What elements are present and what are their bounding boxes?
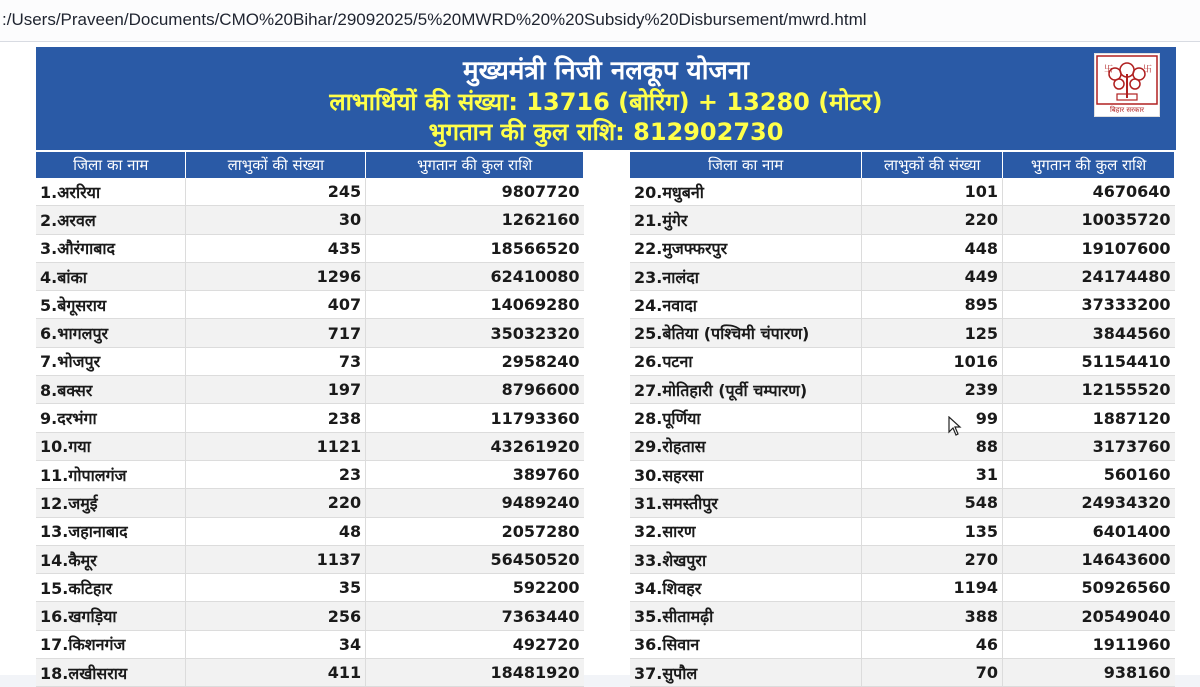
table-row xyxy=(36,404,584,432)
payment-amount-cell: 8796600 xyxy=(366,376,584,404)
payment-amount-cell: 14069280 xyxy=(366,291,584,319)
address-bar[interactable] xyxy=(0,0,1200,42)
table-row xyxy=(36,262,584,290)
col-header-beneficiaries: लाभुकों की संख्या xyxy=(862,152,1003,178)
logo-caption: बिहार सरकार xyxy=(1109,106,1145,114)
district-name-cell: 32.सारण xyxy=(630,517,862,545)
payment-amount-cell: 24934320 xyxy=(1003,489,1175,517)
col-header-beneficiaries: लाभुकों की संख्या xyxy=(186,152,366,178)
district-name-cell: 18.लखीसराय xyxy=(36,659,186,687)
beneficiary-count-cell: 220 xyxy=(186,489,366,517)
table-row xyxy=(630,347,1175,375)
col-header-district: जिला का नाम xyxy=(36,152,186,178)
table-row xyxy=(630,517,1175,545)
district-table-right xyxy=(630,152,1175,687)
beneficiary-count-cell: 1016 xyxy=(862,347,1003,375)
district-name-cell: 13.जहानाबाद xyxy=(36,517,186,545)
district-name-cell: 11.गोपालगंज xyxy=(36,460,186,488)
payment-amount-cell: 18566520 xyxy=(366,234,584,262)
district-name-cell: 4.बांका xyxy=(36,262,186,290)
beneficiary-count-cell: 197 xyxy=(186,376,366,404)
beneficiary-count-cell: 895 xyxy=(862,291,1003,319)
district-name-cell: 22.मुजफ्फरपुर xyxy=(630,234,862,262)
table-row xyxy=(630,234,1175,262)
table-row xyxy=(36,319,584,347)
beneficiary-count-cell: 70 xyxy=(862,659,1003,687)
col-header-amount: भुगतान की कुल राशि xyxy=(366,152,584,178)
beneficiary-count-cell: 407 xyxy=(186,291,366,319)
bihar-govt-emblem-icon xyxy=(1094,53,1160,117)
table-row xyxy=(630,602,1175,630)
table-row xyxy=(36,206,584,234)
payment-amount-cell: 11793360 xyxy=(366,404,584,432)
scheme-title: मुख्यमंत्री निजी नलकूप योजना xyxy=(463,56,749,86)
beneficiary-count-cell: 48 xyxy=(186,517,366,545)
district-name-cell: 15.कटिहार xyxy=(36,574,186,602)
beneficiary-count-cell: 30 xyxy=(186,206,366,234)
beneficiaries-count: लाभार्थियों की संख्या: 13716 (बोरिंग) + 13280 (मोटर) xyxy=(329,88,883,116)
beneficiary-count-cell: 448 xyxy=(862,234,1003,262)
table-row xyxy=(36,178,584,206)
col-header-amount: भुगतान की कुल राशि xyxy=(1003,152,1175,178)
payment-amount-cell: 3173760 xyxy=(1003,432,1175,460)
table-row xyxy=(36,602,584,630)
payment-amount-cell: 389760 xyxy=(366,460,584,488)
beneficiary-count-cell: 548 xyxy=(862,489,1003,517)
beneficiary-count-cell: 239 xyxy=(862,376,1003,404)
payment-amount-cell: 18481920 xyxy=(366,659,584,687)
beneficiary-count-cell: 411 xyxy=(186,659,366,687)
district-name-cell: 7.भोजपुर xyxy=(36,347,186,375)
payment-amount-cell: 37333200 xyxy=(1003,291,1175,319)
beneficiary-count-cell: 73 xyxy=(186,347,366,375)
district-name-cell: 29.रोहतास xyxy=(630,432,862,460)
table-row xyxy=(630,178,1175,206)
district-name-cell: 26.पटना xyxy=(630,347,862,375)
beneficiary-count-cell: 435 xyxy=(186,234,366,262)
payment-amount-cell: 9489240 xyxy=(366,489,584,517)
district-name-cell: 37.सुपौल xyxy=(630,659,862,687)
total-payment: भुगतान की कुल राशि: 812902730 xyxy=(428,118,784,146)
table-row xyxy=(36,517,584,545)
beneficiary-count-cell: 270 xyxy=(862,545,1003,573)
district-table-left xyxy=(36,152,584,687)
col-header-district: जिला का नाम xyxy=(630,152,862,178)
payment-amount-cell: 4670640 xyxy=(1003,178,1175,206)
beneficiary-count-cell: 717 xyxy=(186,319,366,347)
payment-amount-cell: 1262160 xyxy=(366,206,584,234)
payment-amount-cell: 938160 xyxy=(1003,659,1175,687)
payment-amount-cell: 1887120 xyxy=(1003,404,1175,432)
table-row xyxy=(36,574,584,602)
scheme-banner xyxy=(36,47,1176,150)
district-name-cell: 25.बेतिया (पश्चिमी चंपारण) xyxy=(630,319,862,347)
district-name-cell: 8.बक्सर xyxy=(36,376,186,404)
svg-text:卐: 卐 xyxy=(1143,65,1153,75)
payment-amount-cell: 24174480 xyxy=(1003,262,1175,290)
beneficiary-count-cell: 46 xyxy=(862,630,1003,658)
district-name-cell: 9.दरभंगा xyxy=(36,404,186,432)
beneficiary-count-cell: 135 xyxy=(862,517,1003,545)
payment-amount-cell: 2057280 xyxy=(366,517,584,545)
table-row xyxy=(630,659,1175,687)
payment-amount-cell: 2958240 xyxy=(366,347,584,375)
table-row xyxy=(36,460,584,488)
table-row xyxy=(630,545,1175,573)
payment-amount-cell: 43261920 xyxy=(366,432,584,460)
district-name-cell: 14.कैमूर xyxy=(36,545,186,573)
beneficiary-count-cell: 88 xyxy=(862,432,1003,460)
table-row xyxy=(630,206,1175,234)
district-name-cell: 2.अरवल xyxy=(36,206,186,234)
table-row xyxy=(630,404,1175,432)
beneficiary-count-cell: 388 xyxy=(862,602,1003,630)
payment-amount-cell: 592200 xyxy=(366,574,584,602)
payment-amount-cell: 62410080 xyxy=(366,262,584,290)
table-row xyxy=(630,319,1175,347)
table-row xyxy=(630,630,1175,658)
beneficiary-count-cell: 1296 xyxy=(186,262,366,290)
table-row xyxy=(630,432,1175,460)
payment-amount-cell: 35032320 xyxy=(366,319,584,347)
table-row xyxy=(630,460,1175,488)
district-name-cell: 17.किशनगंज xyxy=(36,630,186,658)
mouse-pointer-icon xyxy=(948,416,962,436)
district-name-cell: 16.खगड़िया xyxy=(36,602,186,630)
beneficiary-count-cell: 256 xyxy=(186,602,366,630)
payment-amount-cell: 56450520 xyxy=(366,545,584,573)
address-text: :/Users/Praveen/Documents/CMO%20Bihar/29092025/5%20MWRD%20%20Subsidy%20Disbursement/mwrd.html xyxy=(2,10,867,29)
district-name-cell: 35.सीतामढ़ी xyxy=(630,602,862,630)
table-row xyxy=(36,234,584,262)
beneficiary-count-cell: 220 xyxy=(862,206,1003,234)
beneficiary-count-cell: 1194 xyxy=(862,574,1003,602)
district-name-cell: 1.अररिया xyxy=(36,178,186,206)
payment-amount-cell: 1911960 xyxy=(1003,630,1175,658)
district-name-cell: 36.सिवान xyxy=(630,630,862,658)
district-name-cell: 10.गया xyxy=(36,432,186,460)
district-name-cell: 27.मोतिहारी (पूर्वी चम्पारण) xyxy=(630,376,862,404)
beneficiary-count-cell: 31 xyxy=(862,460,1003,488)
payment-amount-cell: 560160 xyxy=(1003,460,1175,488)
payment-amount-cell: 14643600 xyxy=(1003,545,1175,573)
payment-amount-cell: 7363440 xyxy=(366,602,584,630)
table-row xyxy=(630,262,1175,290)
district-name-cell: 6.भागलपुर xyxy=(36,319,186,347)
district-name-cell: 5.बेगूसराय xyxy=(36,291,186,319)
beneficiary-count-cell: 1137 xyxy=(186,545,366,573)
table-row xyxy=(630,376,1175,404)
beneficiary-count-cell: 99 xyxy=(862,404,1003,432)
table-row xyxy=(36,489,584,517)
table-row xyxy=(36,376,584,404)
table-row xyxy=(36,659,584,687)
district-name-cell: 3.औरंगाबाद xyxy=(36,234,186,262)
payment-amount-cell: 10035720 xyxy=(1003,206,1175,234)
district-name-cell: 31.समस्तीपुर xyxy=(630,489,862,517)
table-row xyxy=(36,432,584,460)
beneficiary-count-cell: 1121 xyxy=(186,432,366,460)
payment-amount-cell: 12155520 xyxy=(1003,376,1175,404)
table-row xyxy=(36,291,584,319)
beneficiary-count-cell: 245 xyxy=(186,178,366,206)
beneficiary-count-cell: 101 xyxy=(862,178,1003,206)
svg-text:卐: 卐 xyxy=(1104,65,1114,75)
table-row xyxy=(630,489,1175,517)
district-name-cell: 24.नवादा xyxy=(630,291,862,319)
district-name-cell: 21.मुंगेर xyxy=(630,206,862,234)
district-name-cell: 28.पूर्णिया xyxy=(630,404,862,432)
district-name-cell: 30.सहरसा xyxy=(630,460,862,488)
payment-amount-cell: 9807720 xyxy=(366,178,584,206)
payment-amount-cell: 19107600 xyxy=(1003,234,1175,262)
table-row xyxy=(36,545,584,573)
payment-amount-cell: 6401400 xyxy=(1003,517,1175,545)
beneficiary-count-cell: 35 xyxy=(186,574,366,602)
district-name-cell: 23.नालंदा xyxy=(630,262,862,290)
payment-amount-cell: 3844560 xyxy=(1003,319,1175,347)
table-row xyxy=(36,630,584,658)
payment-amount-cell: 51154410 xyxy=(1003,347,1175,375)
payment-amount-cell: 492720 xyxy=(366,630,584,658)
payment-amount-cell: 50926560 xyxy=(1003,574,1175,602)
beneficiary-count-cell: 23 xyxy=(186,460,366,488)
district-name-cell: 12.जमुई xyxy=(36,489,186,517)
beneficiary-count-cell: 34 xyxy=(186,630,366,658)
table-row xyxy=(630,291,1175,319)
page-content xyxy=(0,42,1200,683)
table-row xyxy=(630,574,1175,602)
district-name-cell: 20.मधुबनी xyxy=(630,178,862,206)
table-row xyxy=(36,347,584,375)
district-name-cell: 34.शिवहर xyxy=(630,574,862,602)
district-name-cell: 33.शेखपुरा xyxy=(630,545,862,573)
beneficiary-count-cell: 125 xyxy=(862,319,1003,347)
beneficiary-count-cell: 238 xyxy=(186,404,366,432)
beneficiary-count-cell: 449 xyxy=(862,262,1003,290)
payment-amount-cell: 20549040 xyxy=(1003,602,1175,630)
